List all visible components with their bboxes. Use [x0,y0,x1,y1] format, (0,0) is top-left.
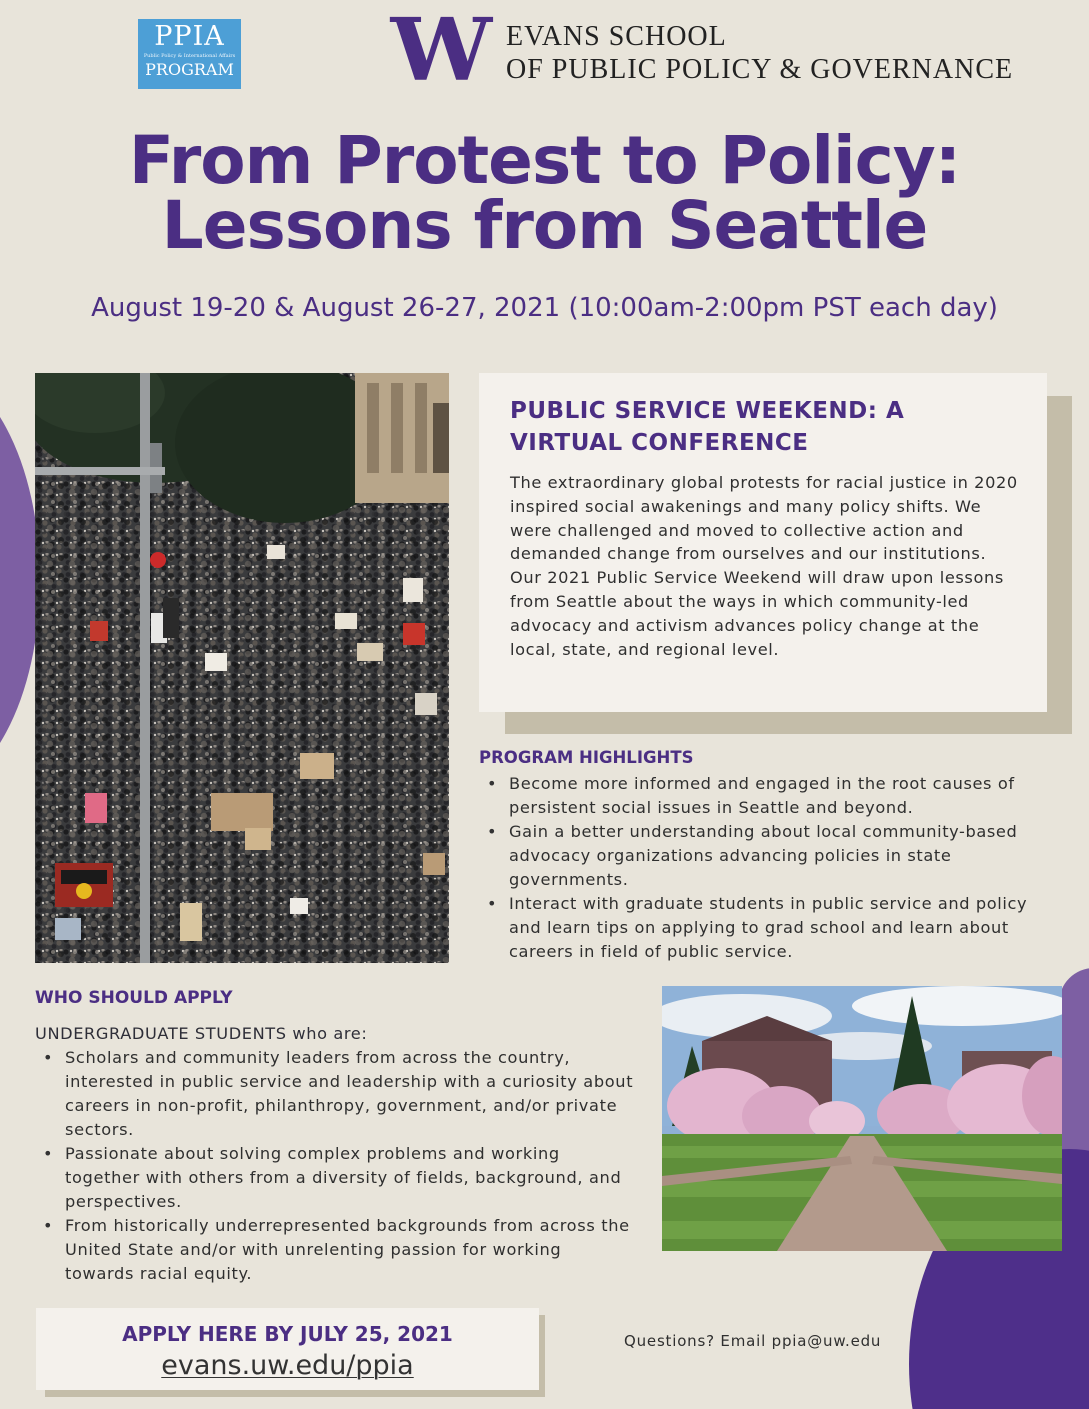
conference-heading-line-1: PUBLIC SERVICE WEEKEND: A [510,398,905,424]
title-line-2: Lessons from Seattle [161,187,928,264]
uw-logo: W [390,0,493,101]
event-dates: August 19-20 & August 26-27, 2021 (10:00am-2:00pm PST each day) [91,293,998,323]
who-heading: WHO SHOULD APPLY [35,988,233,1008]
ppia-logo-subtext: Public Policy & International Affairs [143,53,236,59]
protest-crowd-photo [35,373,449,963]
evans-line-2: OF PUBLIC POLICY & GOVERNANCE [506,54,1014,85]
ppia-logo-text: PPIA [154,21,225,52]
campus-quad-photo [662,986,1062,1251]
title-line-1: From Protest to Policy: [128,122,961,199]
list-item: • From historically underrepresented backgrounds from across the United State and/or with unrelenting passion for working towards racial equity. [35,1214,635,1286]
contact-questions: Questions? Email ppia@uw.edu [624,1332,882,1350]
highlights-list [479,772,1059,964]
who-list [35,1046,635,1286]
list-item: • Interact with graduate students in public service and policy and learn tips on applying to grad school and learn about careers in field of public service. [479,892,1059,964]
list-item: • Passionate about solving complex problems and working together with others from a diversity of fields, background, and perspectives. [35,1142,635,1214]
ppia-logo [138,19,241,89]
decorative-purple-shape-left [0,365,40,795]
highlights-heading: PROGRAM HIGHLIGHTS [479,748,694,767]
list-item: • Become more informed and engaged in the root causes of persistent social issues in Seattle and beyond. [479,772,1059,820]
evans-school-name [506,20,1013,86]
apply-box [36,1308,539,1390]
list-item: • Scholars and community leaders from across the country, interested in public service and leadership with a curiosity about careers in non-profit, philanthropy, government, and/or private sectors. [35,1046,635,1142]
conference-card [479,373,1047,712]
apply-deadline: APPLY HERE BY JULY 25, 2021 [122,1322,453,1346]
page-title [0,122,1089,264]
list-item: • Gain a better understanding about local community-based advocacy organizations advancing policies in state governments. [479,820,1059,892]
who-lead: UNDERGRADUATE STUDENTS who are: [35,1024,368,1043]
who-should-apply [35,988,635,1286]
apply-link[interactable]: evans.uw.edu/ppia [161,1350,414,1381]
evans-line-1: EVANS SCHOOL [506,21,727,52]
conference-description: The extraordinary global protests for racial justice in 2020 inspired social awakenings and many policy shifts. We were challenged and moved to collective action and demanded change from ourselves and our institutions. Our 2021 Public Service Weekend will draw upon lessons from Seattle about the ways in which community-led advocacy and activism advances policy change at the local, state, and regional level. [510,473,1018,659]
conference-heading [510,395,1023,459]
program-highlights [479,748,1059,964]
conference-heading-line-2: VIRTUAL CONFERENCE [510,430,809,456]
ppia-logo-program: PROGRAM [145,60,234,79]
